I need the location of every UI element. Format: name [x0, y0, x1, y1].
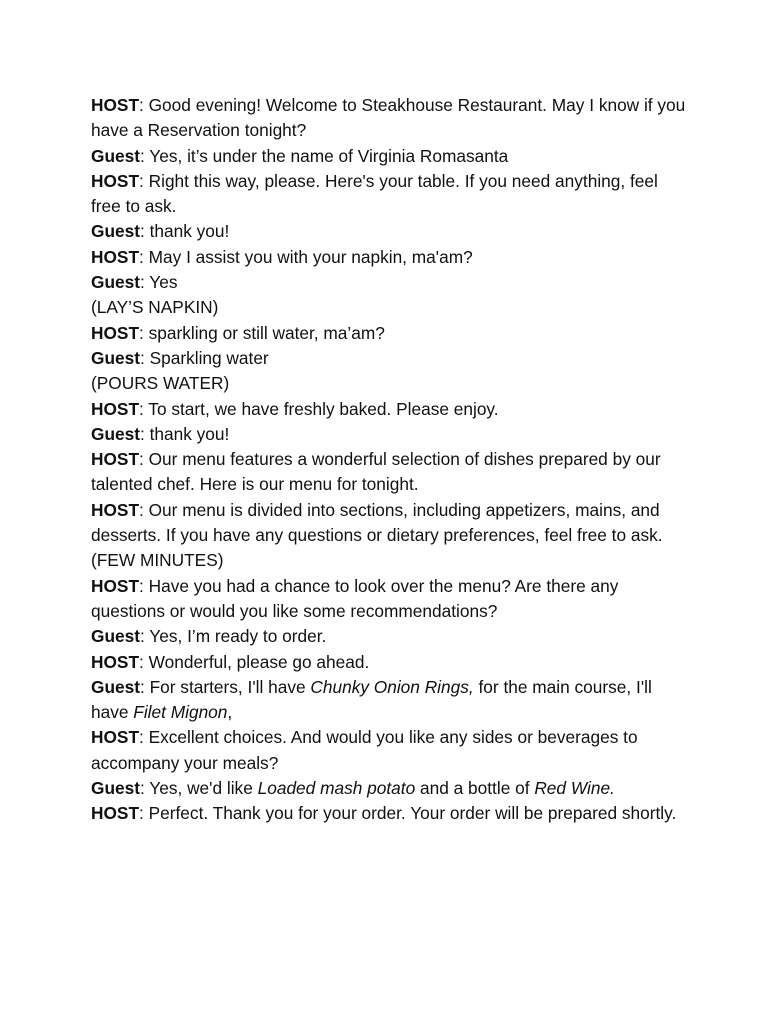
line-text: : Wonderful, please go ahead. [139, 651, 370, 672]
speaker-name: HOST [91, 398, 140, 419]
line-text: : thank you! [139, 423, 230, 444]
dialogue-line [91, 650, 691, 675]
dialogue-line [91, 447, 691, 498]
dialogue-line [91, 346, 691, 371]
line-text: : Our menu features a wonderful selection of dishes prepared by our talented chef. Here is our menu for tonight. [91, 449, 661, 495]
stage-direction [91, 548, 691, 573]
speaker-name: HOST [91, 499, 140, 520]
line-text: (LAY’S NAPKIN) [91, 297, 219, 318]
emphasized-text: Red Wine. [534, 778, 615, 799]
dialogue-line [91, 397, 691, 422]
line-text: : Right this way, please. Here's your table. If you need anything, feel free to ask. [91, 170, 658, 217]
emphasized-text: Filet Mignon [133, 702, 228, 723]
dialogue-line [91, 725, 691, 776]
dialogue-line [91, 270, 691, 295]
line-text: : Sparkling water [139, 347, 269, 368]
line-text: for the main course, I'll have [91, 676, 652, 723]
speaker-name: HOST [91, 246, 140, 267]
dialogue-line [91, 144, 691, 169]
emphasized-text: Loaded mash potato [257, 778, 416, 799]
dialogue-document [91, 93, 691, 827]
line-text: : Have you had a chance to look over the menu? Are there any questions or would you like some recommendations? [91, 575, 619, 621]
line-text: : Yes, I’m ready to order. [139, 626, 327, 647]
speaker-name: HOST [91, 803, 140, 824]
dialogue-line [91, 93, 691, 144]
speaker-name: HOST [91, 727, 140, 748]
speaker-name: Guest [91, 145, 140, 166]
speaker-name: Guest [91, 626, 140, 647]
emphasized-text: Chunky Onion Rings, [310, 676, 474, 697]
dialogue-line [91, 624, 691, 649]
dialogue-line [91, 776, 691, 801]
line-text: : To start, we have freshly baked. Please enjoy. [139, 398, 499, 419]
line-text: (POURS WATER) [91, 373, 230, 394]
speaker-name: Guest [91, 423, 140, 444]
dialogue-line [91, 801, 691, 826]
line-text: : Good evening! Welcome to Steakhouse Restaurant. May I know if you have a Reservation tonight? [91, 95, 686, 141]
speaker-name: HOST [91, 322, 140, 343]
stage-direction [91, 371, 691, 396]
line-text: : May I assist you with your napkin, ma'am? [139, 246, 473, 267]
stage-direction [91, 295, 691, 320]
line-text: : Our menu is divided into sections, including appetizers, mains, and desserts. If you have any questions or dietary preferences, feel free to ask. [91, 499, 663, 546]
speaker-name: HOST [91, 575, 140, 596]
dialogue-line [91, 422, 691, 447]
dialogue-line [91, 245, 691, 270]
dialogue-line [91, 574, 691, 625]
speaker-name: Guest [91, 347, 140, 368]
line-text: : Yes, we'd like [139, 778, 258, 799]
dialogue-line [91, 219, 691, 244]
speaker-name: HOST [91, 95, 140, 115]
line-text: (FEW MINUTES) [91, 550, 224, 571]
dialogue-line [91, 675, 691, 726]
speaker-name: HOST [91, 449, 140, 470]
line-text: : thank you! [139, 221, 230, 242]
line-text: : Yes [139, 272, 178, 293]
line-text: : Perfect. Thank you for your order. Your order will be prepared shortly. [139, 803, 677, 824]
line-text: : For starters, I'll have [139, 676, 311, 697]
dialogue-line [91, 498, 691, 549]
dialogue-line [91, 169, 691, 220]
line-text: : Yes, it’s under the name of Virginia Romasanta [139, 145, 509, 166]
speaker-name: Guest [91, 778, 140, 799]
speaker-name: HOST [91, 170, 140, 191]
line-text: , [227, 702, 233, 723]
line-text: : Excellent choices. And would you like any sides or beverages to accompany your meals? [91, 727, 638, 773]
line-text: : sparkling or still water, ma’am? [139, 322, 385, 343]
speaker-name: Guest [91, 676, 140, 697]
line-text: and a bottle of [415, 778, 535, 799]
speaker-name: Guest [91, 221, 140, 242]
speaker-name: HOST [91, 651, 140, 672]
dialogue-line [91, 321, 691, 346]
speaker-name: Guest [91, 272, 140, 293]
